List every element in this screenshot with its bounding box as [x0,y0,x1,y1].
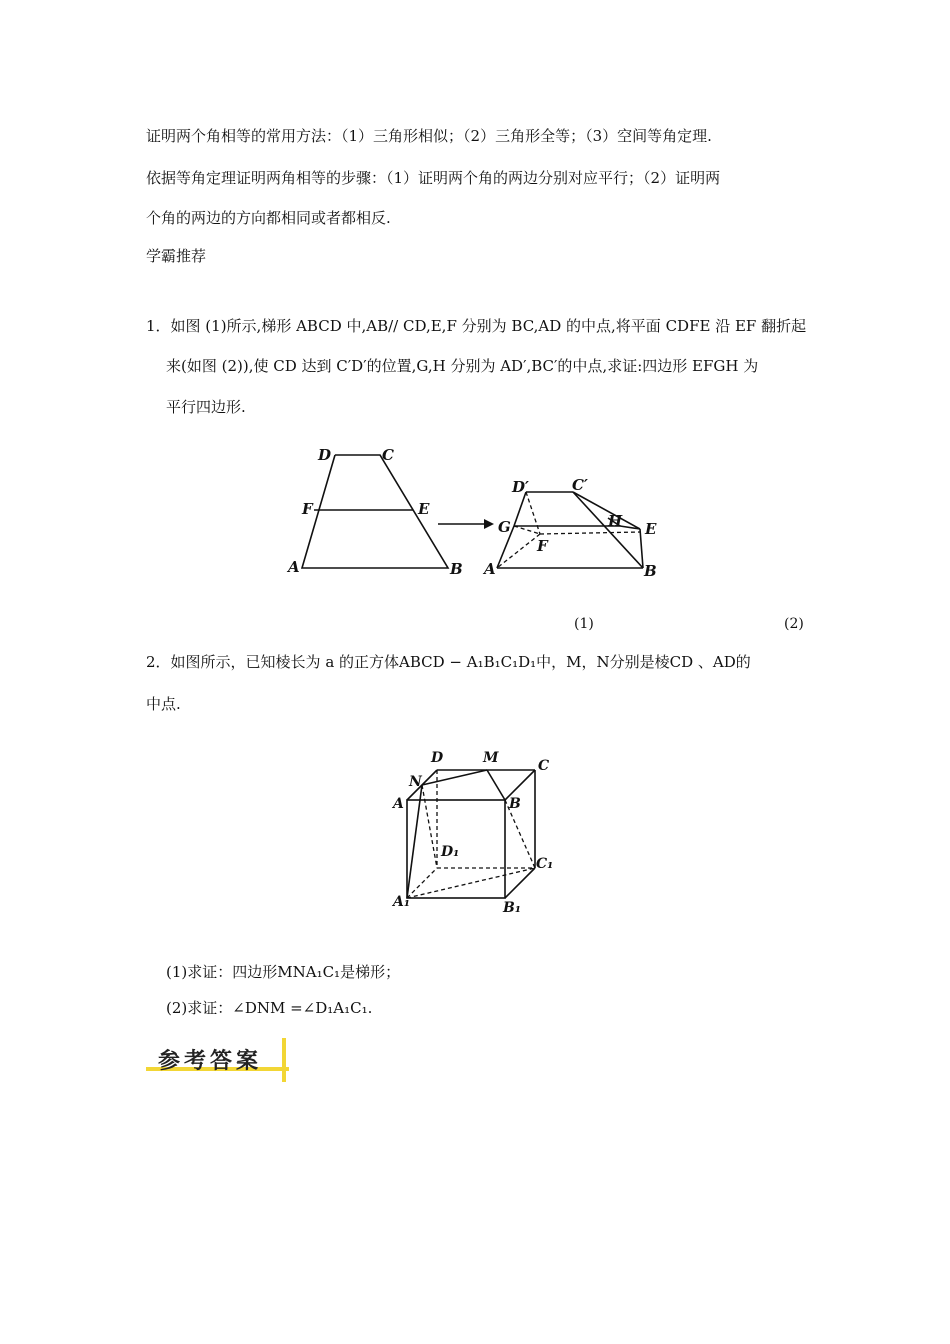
label-a2: A [484,560,496,578]
problem2-question-2: (2)求证：∠DNM =∠D₁A₁C₁. [166,999,373,1017]
label-cube-b1: B₁ [503,900,521,916]
caption-2: (2) [784,616,804,632]
intro-line-2: 依据等角定理证明两角相等的步骤：（1）证明两个角的两边分别对应平行；（2）证明两 [146,169,721,187]
label-c-prime: C′ [572,476,588,494]
folded-figure [480,470,670,590]
label-h: H [608,512,623,530]
section-heading: 学霸推荐 [146,247,207,265]
label-cube-n: N [409,774,422,790]
label-f2: F [537,537,548,555]
problem1-line-3: 平行四边形. [166,398,246,416]
label-cube-d1: D₁ [441,844,460,860]
label-d-prime: D′ [512,478,529,496]
label-cube-c1: C₁ [536,856,554,872]
label-cube-m: M [483,750,499,766]
intro-line-3: 个角的两边的方向都相同或者都相反. [146,209,391,227]
label-e2: E [645,520,657,538]
label-g: G [498,518,511,536]
problem1-line-1: 1．如图 (1)所示,梯形 ABCD 中,AB// CD,E,F 分别为 BC,AD 的中点,将平面 CDFE 沿 EF 翻折起 [146,317,807,335]
problem2-question-1: (1)求证：四边形MNA₁C₁是梯形； [166,963,401,981]
problem2-line-2: 中点. [146,695,181,713]
label-a: A [288,558,300,576]
label-cube-b: B [509,796,521,812]
label-c: C [382,446,394,464]
cube-figure [385,740,565,920]
label-b: B [450,560,463,578]
label-cube-d: D [431,750,444,766]
answer-stamp [146,1038,291,1083]
intro-line-1: 证明两个角相等的常用方法：（1）三角形相似；（2）三角形全等；（3）空间等角定理. [146,127,712,145]
label-b2: B [644,562,657,580]
problem2-line-1: 2．如图所示，已知棱长为 a 的正方体ABCD − A₁B₁C₁D₁中，M，N分别是棱CD 、AD的 [146,653,751,671]
answer-stamp-text: 参考答案 [158,1048,263,1074]
label-cube-a: A [393,796,404,812]
label-f: F [302,500,313,518]
caption-1: (1) [574,616,594,632]
problem1-line-2: 来(如图 (2)),使 CD 达到 C′D′的位置,G,H 分别为 AD′,BC′的中点,求证:四边形 EFGH 为 [166,357,759,375]
label-cube-c: C [538,758,550,774]
label-e: E [418,500,430,518]
label-d: D [318,446,332,464]
label-cube-a1: A₁ [393,894,410,910]
